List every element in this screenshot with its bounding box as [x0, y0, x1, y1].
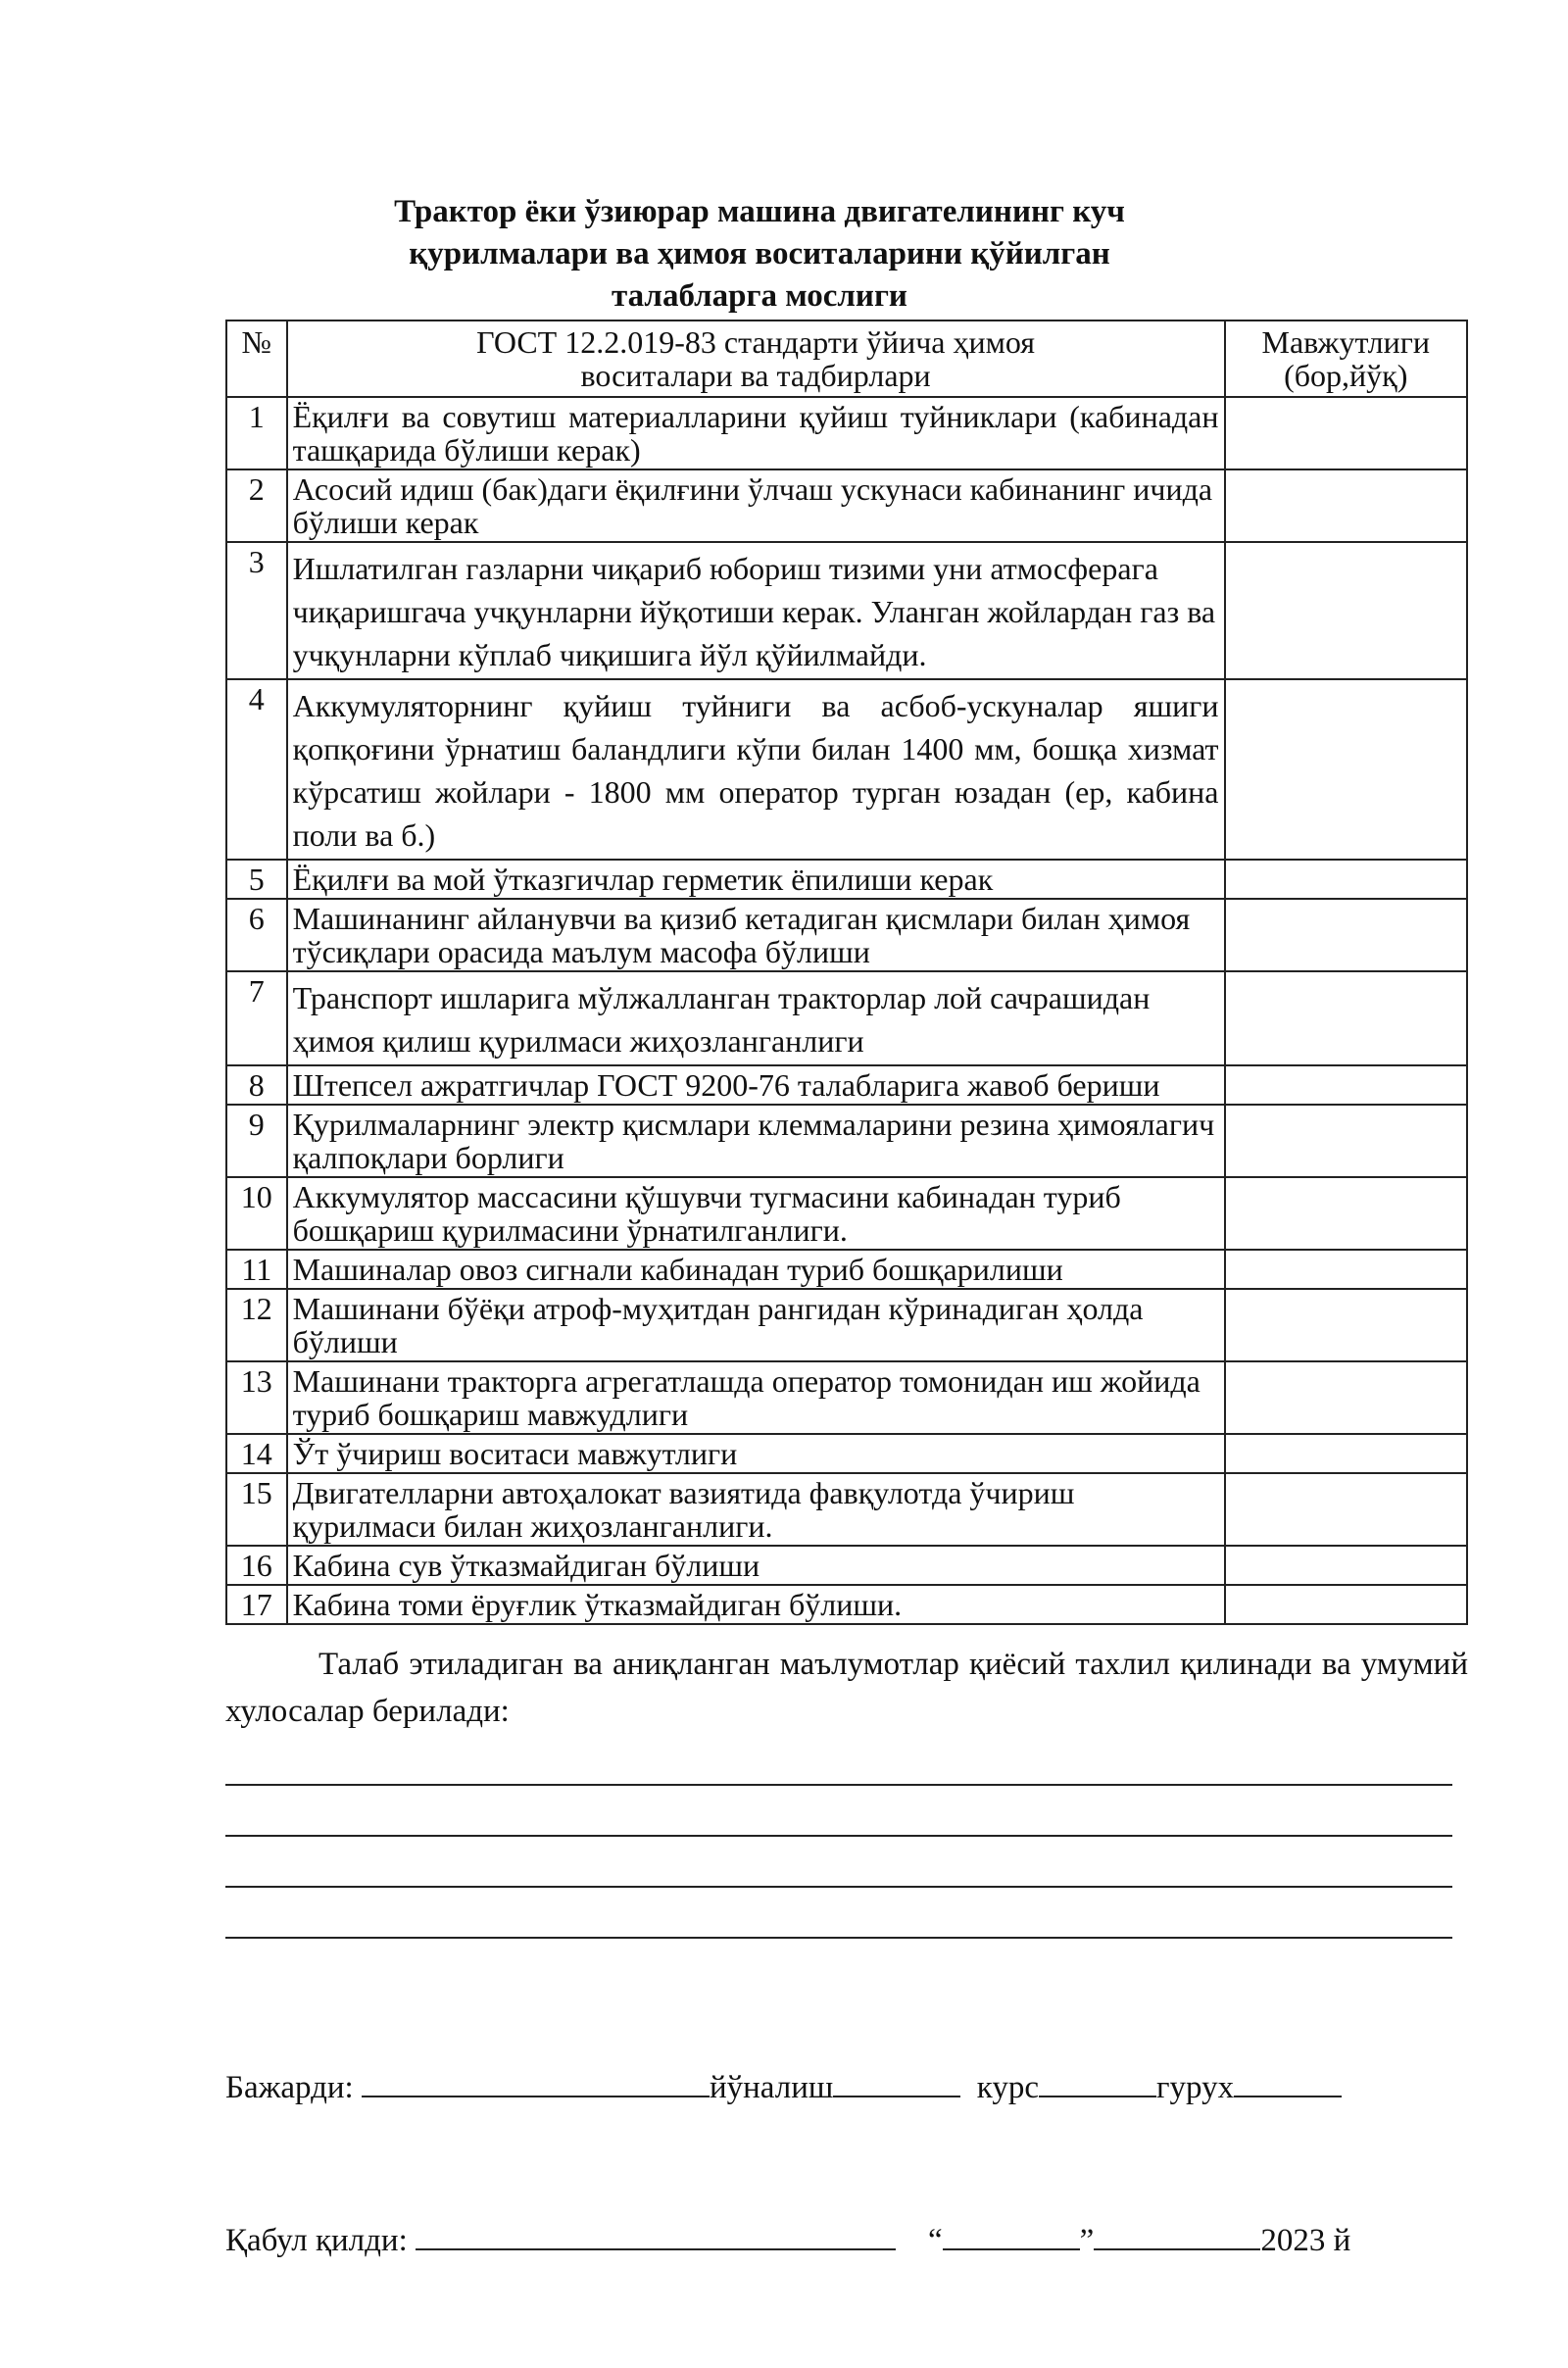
table-row — [226, 1473, 1467, 1546]
group-field[interactable] — [1234, 2066, 1342, 2097]
row-requirement: Штепсел ажратгичлар ГОСТ 9200-76 талабларига жавоб бериши — [287, 1065, 1225, 1105]
table-row — [226, 971, 1467, 1065]
row-number: 3 — [226, 542, 287, 679]
header-requirement-line-2: воситалари ва тадбирлари — [580, 358, 931, 393]
row-availability-cell[interactable] — [1225, 1585, 1468, 1624]
table-row — [226, 1361, 1467, 1434]
row-number: 4 — [226, 679, 287, 860]
table-row — [226, 397, 1467, 469]
header-requirement-line-1: ГОСТ 12.2.019-83 стандарти ўйича ҳимоя — [476, 324, 1035, 360]
table-header-row — [226, 321, 1467, 397]
title-line-2: қурилмалари ва ҳимоя воситаларини қўйилган — [409, 236, 1110, 271]
header-number: № — [226, 321, 287, 397]
row-requirement: Аккумуляторнинг қуйиш туйниги ва асбоб-ускуналар яшиги қопқоғини ўрнатиш баландлиги кўпи билан 1400 мм, бошқа хизмат кўрсатиш жойлари - 1800 мм оператор турган юзадан (ер, кабина поли ва б.) — [287, 679, 1225, 860]
row-number: 8 — [226, 1065, 287, 1105]
row-number: 14 — [226, 1434, 287, 1473]
header-availability-line-1: Мавжутлиги — [1261, 324, 1430, 360]
row-availability-cell[interactable] — [1225, 1289, 1468, 1361]
accepted-name-field[interactable] — [416, 2219, 896, 2250]
answer-line-2[interactable] — [225, 1786, 1452, 1837]
row-requirement: Қурилмаларнинг электр қисмлари клеммаларини резина ҳимоялагич қалпоқлари борлиги — [287, 1105, 1225, 1177]
table-row — [226, 679, 1467, 860]
row-number: 16 — [226, 1546, 287, 1585]
signature-block — [225, 1960, 1468, 2368]
row-requirement: Аккумулятор массасини қўшувчи тугмасини кабинадан туриб бошқариш қурилмасини ўрнатилганлиги. — [287, 1177, 1225, 1250]
answer-line-4[interactable] — [225, 1888, 1452, 1939]
row-availability-cell[interactable] — [1225, 1434, 1468, 1473]
direction-label: йўналиш — [709, 2070, 834, 2105]
row-requirement: Ёқилғи ва совутиш материалларини қуйиш туйниклари (кабинадан ташқарида бўлиши керак) — [287, 397, 1225, 469]
row-availability-cell[interactable] — [1225, 469, 1468, 542]
table-row — [226, 899, 1467, 971]
row-availability-cell[interactable] — [1225, 1473, 1468, 1546]
row-availability-cell[interactable] — [1225, 971, 1468, 1065]
direction-field[interactable] — [833, 2066, 960, 2097]
table-body — [226, 397, 1467, 1624]
row-number: 9 — [226, 1105, 287, 1177]
row-number: 13 — [226, 1361, 287, 1434]
row-requirement: Машинанинг айланувчи ва қизиб кетадиган қисмлари билан ҳимоя тўсиқлари орасида маълум масофа бўлиши — [287, 899, 1225, 971]
row-availability-cell[interactable] — [1225, 1250, 1468, 1289]
row-number: 6 — [226, 899, 287, 971]
row-requirement: Машинани бўёқи атроф-муҳитдан рангидан кўринадиган ҳолда бўлиши — [287, 1289, 1225, 1361]
row-number: 1 — [226, 397, 287, 469]
row-number: 10 — [226, 1177, 287, 1250]
answer-line-3[interactable] — [225, 1837, 1452, 1888]
table-row — [226, 1065, 1467, 1105]
row-availability-cell[interactable] — [1225, 542, 1468, 679]
course-label: курс — [976, 2070, 1039, 2105]
row-requirement: Ёқилғи ва мой ўтказгичлар герметик ёпилиши керак — [287, 860, 1225, 899]
header-availability — [1225, 321, 1468, 397]
table-row — [226, 860, 1467, 899]
row-number: 15 — [226, 1473, 287, 1546]
row-requirement: Машиналар овоз сигнали кабинадан туриб бошқарилиши — [287, 1250, 1225, 1289]
header-availability-line-2: (бор,йўқ) — [1284, 358, 1408, 393]
answer-line-1[interactable] — [225, 1735, 1452, 1786]
day-field[interactable] — [943, 2219, 1080, 2250]
table-row — [226, 1585, 1467, 1624]
table-row — [226, 1177, 1467, 1250]
row-availability-cell[interactable] — [1225, 860, 1468, 899]
row-availability-cell[interactable] — [1225, 899, 1468, 971]
done-label: Бажарди: — [225, 2070, 354, 2105]
table-row — [226, 542, 1467, 679]
row-number: 17 — [226, 1585, 287, 1624]
row-requirement: Кабина сув ўтказмайдиган бўлиши — [287, 1546, 1225, 1585]
row-requirement: Двигателларни автоҳалокат вазиятида фавқулотда ўчириш қурилмаси билан жиҳозланганлиги. — [287, 1473, 1225, 1546]
row-requirement: Ўт ўчириш воситаси мавжутлиги — [287, 1434, 1225, 1473]
row-availability-cell[interactable] — [1225, 1177, 1468, 1250]
table-row — [226, 1105, 1467, 1177]
row-requirement: Машинани тракторга агрегатлашда оператор томонидан иш жойида туриб бошқариш мавжудлиги — [287, 1361, 1225, 1434]
row-availability-cell[interactable] — [1225, 1546, 1468, 1585]
document-page — [225, 191, 1468, 2368]
row-availability-cell[interactable] — [1225, 1361, 1468, 1434]
document-title — [225, 191, 1294, 318]
table-row — [226, 1434, 1467, 1473]
row-number: 7 — [226, 971, 287, 1065]
row-number: 2 — [226, 469, 287, 542]
row-number: 12 — [226, 1289, 287, 1361]
row-requirement: Кабина томи ёруғлик ўтказмайдиган бўлиши. — [287, 1585, 1225, 1624]
table-row — [226, 1289, 1467, 1361]
year-label: 2023 й — [1260, 2223, 1351, 2258]
title-line-3: талабларга мослиги — [612, 278, 907, 314]
month-field[interactable] — [1094, 2219, 1260, 2250]
row-requirement: Транспорт ишларига мўлжалланган тракторлар лой сачрашидан ҳимоя қилиш қурилмаси жиҳозланганлиги — [287, 971, 1225, 1065]
row-availability-cell[interactable] — [1225, 1105, 1468, 1177]
table-row — [226, 1546, 1467, 1585]
signature-accepted-line — [225, 2215, 1468, 2266]
table-row — [226, 469, 1467, 542]
row-number: 11 — [226, 1250, 287, 1289]
row-availability-cell[interactable] — [1225, 397, 1468, 469]
done-name-field[interactable] — [362, 2066, 710, 2097]
course-field[interactable] — [1039, 2066, 1156, 2097]
row-number: 5 — [226, 860, 287, 899]
signature-done-line — [225, 2062, 1468, 2113]
quote-open: “ — [928, 2223, 943, 2258]
conclusion-paragraph: Талаб этиладиган ва аниқланган маълумотлар қиёсий тахлил қилинади ва умумий хулосалар берилади: — [225, 1647, 1468, 1729]
row-requirement: Асосий идиш (бак)даги ёқилғини ўлчаш ускунаси кабинанинг ичида бўлиши керак — [287, 469, 1225, 542]
group-label: гурух — [1156, 2070, 1235, 2105]
table-row — [226, 1250, 1467, 1289]
row-availability-cell[interactable] — [1225, 1065, 1468, 1105]
header-requirement — [287, 321, 1225, 397]
row-requirement: Ишлатилган газларни чиқариб юбориш тизими уни атмосферага чиқаришгача учқунларни йўқотиши керак. Уланган жойлардан газ ва учқунларни кўплаб чиқишига йўл қўйилмайди. — [287, 542, 1225, 679]
title-line-1: Трактор ёки ўзиюрар машина двигателининг куч — [394, 194, 1125, 229]
requirements-table — [225, 320, 1468, 1625]
accepted-label: Қабул қилди: — [225, 2223, 408, 2258]
quote-close: ” — [1079, 2223, 1095, 2258]
row-availability-cell[interactable] — [1225, 679, 1468, 860]
